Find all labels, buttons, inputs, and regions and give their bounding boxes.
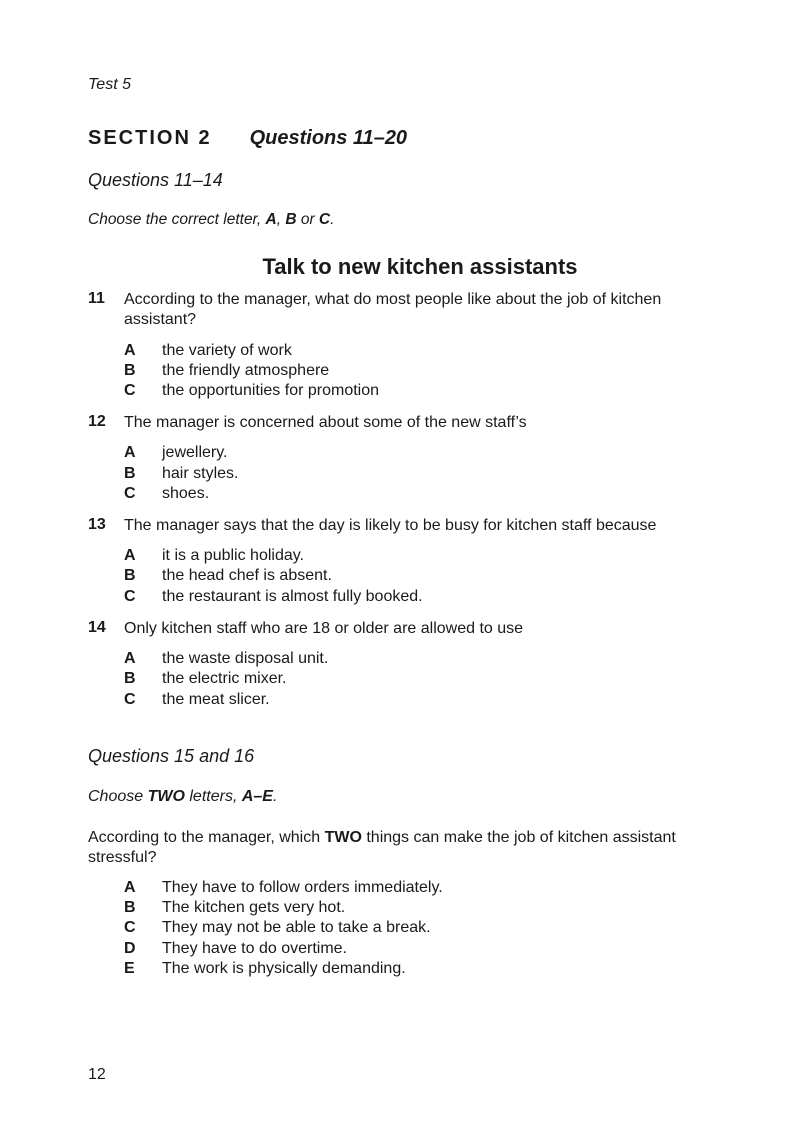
section-heading [88, 127, 407, 150]
option-letter: B [124, 670, 136, 687]
question-text: Only kitchen staff who are 18 or older are allowed to use [124, 620, 524, 637]
option-text: They have to do overtime. [162, 940, 347, 957]
option-text: The work is physically demanding. [162, 960, 406, 977]
question-number: 12 [88, 413, 106, 430]
option-text: They may not be able to take a break. [162, 919, 431, 936]
option-letter: C [124, 691, 136, 708]
option-letter: C [124, 485, 136, 502]
option-letter: A [124, 879, 136, 896]
question-text: The manager is concerned about some of the new staff’s [124, 414, 527, 431]
option-text: The kitchen gets very hot. [162, 899, 346, 916]
page-number: 12 [88, 1066, 106, 1083]
option-letter: A [124, 342, 136, 359]
test-label: Test 5 [88, 76, 131, 93]
question-number: 14 [88, 619, 106, 636]
option-letter: D [124, 940, 136, 957]
option-letter: A [124, 444, 136, 461]
option-text: the waste disposal unit. [162, 650, 329, 667]
option-text: the electric mixer. [162, 670, 287, 687]
option-letter: B [124, 567, 136, 584]
section-label: SECTION 2 [88, 127, 212, 149]
option-text: the opportunities for promotion [162, 382, 380, 399]
option-text: the variety of work [162, 342, 292, 359]
option-letter: A [124, 547, 136, 564]
question-text: The manager says that the day is likely to be busy for kitchen staff because [124, 517, 657, 534]
part1-subheading: Questions 11–14 [88, 170, 223, 190]
question-number: 11 [88, 290, 105, 307]
question-number: 13 [88, 516, 106, 533]
option-letter: E [124, 960, 135, 977]
part2-instruction: Choose TWO letters, A–E. [88, 788, 278, 805]
option-text: the friendly atmosphere [162, 362, 330, 379]
option-text: They have to follow orders immediately. [162, 879, 443, 896]
talk-title: Talk to new kitchen assistants [262, 254, 578, 279]
option-letter: C [124, 382, 136, 399]
question-text: According to the manager, what do most people like about the job of kitchen assistant? [124, 291, 662, 328]
option-text: the head chef is absent. [162, 567, 332, 584]
option-letter: C [124, 919, 136, 936]
part1-instruction: Choose the correct letter, A, B or C. [88, 211, 335, 228]
section-questions: Questions 11–20 [249, 127, 408, 149]
option-letter: A [124, 650, 136, 667]
option-text: the restaurant is almost fully booked. [162, 588, 423, 605]
option-text: it is a public holiday. [162, 547, 304, 564]
part2-question: According to the manager, which TWO things can make the job of kitchen assistant stressful? [88, 829, 676, 866]
part2-subheading: Questions 15 and 16 [88, 746, 255, 766]
option-text: shoes. [162, 485, 210, 502]
option-letter: B [124, 899, 136, 916]
option-text: hair styles. [162, 465, 239, 482]
option-text: the meat slicer. [162, 691, 270, 708]
option-letter: B [124, 465, 136, 482]
option-letter: B [124, 362, 136, 379]
option-text: jewellery. [162, 444, 228, 461]
option-letter: C [124, 588, 136, 605]
